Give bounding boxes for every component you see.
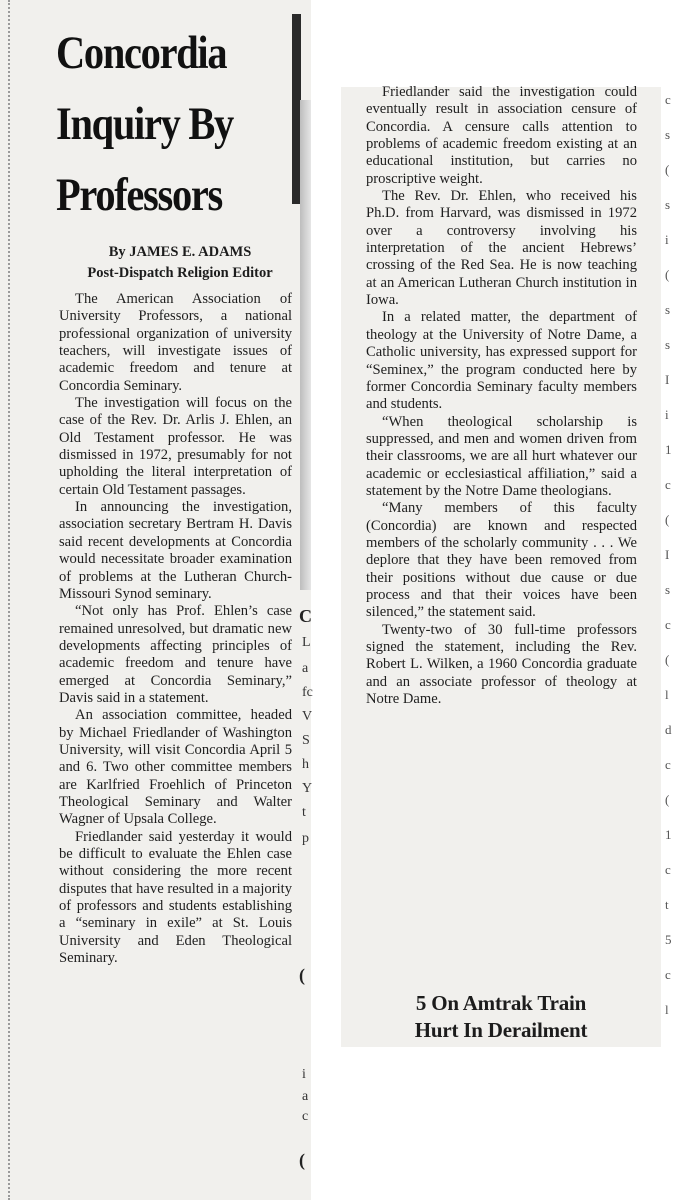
right-article-body: [366, 84, 637, 708]
right-edge-fragment: I: [665, 547, 670, 562]
right-edge-fragment: (: [665, 162, 670, 177]
headline-line: Concordia: [56, 27, 227, 79]
right-edge-fragment: c: [665, 862, 671, 877]
right-edge-fragment: 5: [665, 932, 672, 947]
headline-line: Hurt In Derailment: [414, 1018, 588, 1042]
right-edge-fragment: 1: [665, 827, 672, 842]
paragraph: Friedlander said yesterday it would be difficult to evaluate the Ehlen case without considering the more recent disputes that have resulted in a majority of professors and students establishing a “seminary in exile” at St. Louis University and Eden Theological Seminary.: [59, 828, 292, 967]
paragraph: The investigation will focus on the case of the Rev. Dr. Arlis J. Ehlen, an Old Testament professor. He was dismissed in 1972, presumably for not upholding the literal interpretation of certain Old Testament passages.: [59, 395, 292, 498]
gutter-fragment: V: [302, 709, 313, 724]
right-edge-fragment: c: [665, 477, 671, 492]
photo-edge: [300, 100, 311, 590]
right-edge-fragment: s: [665, 197, 671, 212]
right-edge-fragment: (: [665, 267, 670, 282]
paragraph: In a related matter, the department of theology at the University of Notre Dame, a Catholic university, has expressed support for “Seminex,” the program conducted here by former Concordia Seminary faculty members and students.: [366, 309, 637, 413]
byline-author: By JAMES E. ADAMS: [108, 244, 252, 260]
gutter-fragment: i: [302, 1067, 306, 1082]
right-edge-fragment: (: [665, 792, 670, 807]
headline-line: Professors: [56, 169, 222, 221]
paragraph: The American Association of University Professors, a national professional organization of university teachers, will investigate issues of academic freedom and tenure at Concordia Seminary.: [59, 291, 292, 394]
article-headline: [56, 18, 254, 231]
paragraph: “When theological scholarship is suppressed, and men and women driven from their classrooms, we are all hurt whatever our academic or ecclesiastical affiliation,” said a statement by the Notre Dame theologians.: [366, 413, 637, 499]
left-article-body: [59, 291, 292, 967]
headline-line: 5 On Amtrak Train: [415, 991, 587, 1015]
right-edge-fragment: s: [665, 582, 671, 597]
paragraph: The Rev. Dr. Ehlen, who received his Ph.D. from Harvard, was dismissed in 1972 over a controversy involving his interpretation of the ancient Hebrews’ crossing of the Red Sea. He is now teaching at an American Lutheran Church institution in Iowa.: [366, 188, 637, 309]
gutter-fragment: p: [302, 831, 309, 846]
right-edge-fragment: (: [665, 652, 670, 667]
gutter-fragment: (: [299, 965, 305, 985]
right-edge-fragment: s: [665, 337, 671, 352]
gutter-fragment: L: [302, 635, 311, 650]
gutter-fragment: C: [299, 606, 312, 626]
paragraph: “Not only has Prof. Ehlen’s case remained unresolved, but dramatic new developments affecting principles of academic freedom and tenure have emerged at Concordia Seminary,” Davis said in a statement.: [59, 603, 292, 706]
gutter-fragment: S: [302, 733, 310, 748]
right-edge-fragment: c: [665, 617, 671, 632]
left-clipping: [0, 0, 311, 1200]
byline-title: Post-Dispatch Religion Editor: [87, 265, 273, 281]
right-edge-fragment: d: [665, 722, 672, 737]
gutter-fragment: h: [302, 757, 309, 772]
right-edge-fragment: I: [665, 372, 670, 387]
paragraph: Twenty-two of 30 full-time professors signed the statement, including the Rev. Robert L. Wilken, a 1960 Concordia graduate and an associate professor of theology at Notre Dame.: [366, 621, 637, 708]
right-edge-fragment: 1: [665, 442, 672, 457]
right-edge-fragment: s: [665, 127, 671, 142]
right-edge-fragment: s: [665, 302, 671, 317]
headline-line: Inquiry By: [56, 98, 233, 150]
gutter-fragment: fc: [302, 685, 313, 700]
right-edge-fragment: c: [665, 757, 671, 772]
gutter-fragment: t: [302, 805, 306, 820]
paragraph: In announcing the investigation, association secretary Bertram H. Davis said recent developments at Concordia would necessitate broader examination of problems at the Lutheran Church-Missouri Synod seminary.: [59, 499, 292, 602]
gutter-fragment: a: [302, 661, 309, 676]
paragraph: Friedlander said the investigation could eventually result in association censure of Concordia. A censure calls attention to problems of academic freedom existing at an educational institution, but carries no proscriptive weight.: [366, 84, 637, 187]
right-edge-fragment: c: [665, 92, 671, 107]
gutter-fragment: c: [302, 1109, 309, 1124]
paragraph: “Many members of this faculty (Concordia) are known and respected members of the scholarly community . . . We deplore that they have been removed from their positions without due cause or due process and that their voices have been silenced,” the statement said.: [366, 500, 637, 621]
right-edge-fragment: l: [665, 687, 669, 702]
right-edge-fragment: i: [665, 407, 669, 422]
gutter-fragment: a: [302, 1089, 309, 1104]
gutter-fragment: (: [299, 1150, 305, 1170]
right-edge-fragment: t: [665, 897, 669, 912]
right-edge-fragment: i: [665, 232, 669, 247]
perforated-edge: [8, 0, 10, 1200]
right-edge-fragment: c: [665, 967, 671, 982]
byline: [60, 242, 300, 284]
paragraph: An association committee, headed by Michael Friedlander of Washington University, will visit Concordia April 5 and 6. Two other committee members are Karlfried Froehlich of Princeton Theological Seminary and Walter Wagner of Upsala College.: [59, 707, 292, 828]
right-edge-fragment: (: [665, 512, 670, 527]
next-article-headline: [341, 990, 661, 1044]
right-edge-fragment: l: [665, 1002, 669, 1017]
gutter-fragment: Y: [302, 781, 313, 796]
